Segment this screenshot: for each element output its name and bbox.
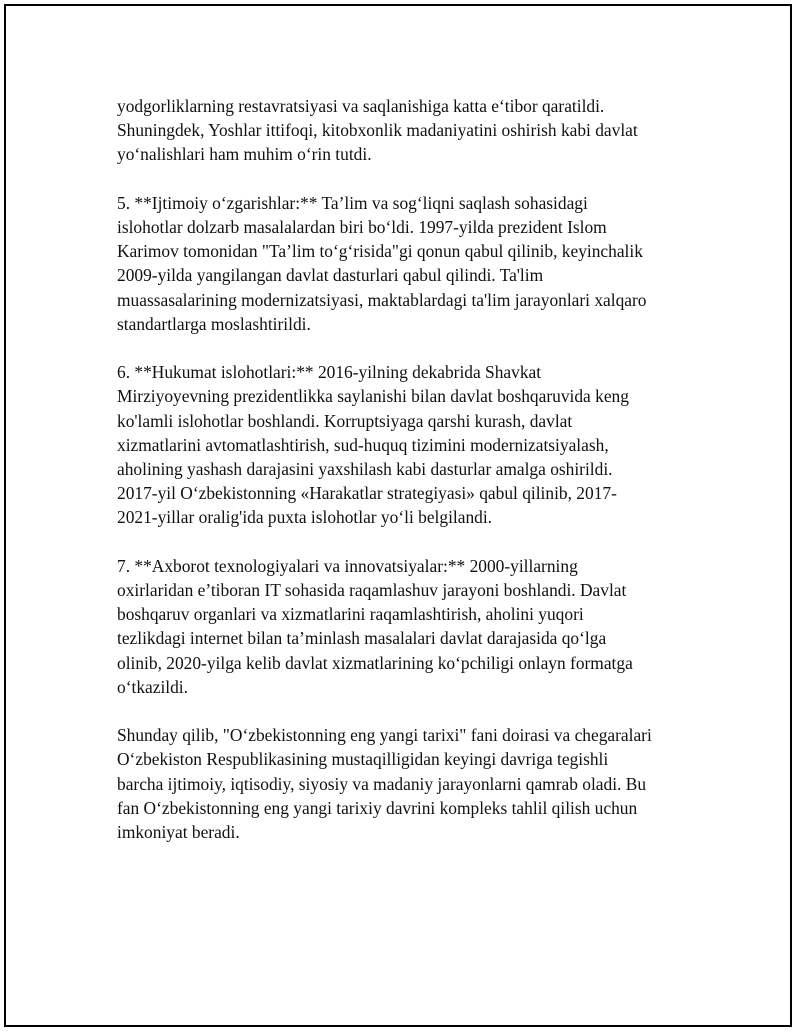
document-body [117, 94, 697, 868]
paragraph-social-changes: 5. **Ijtimoiy o‘zgarishlar:** Ta’lim va sog‘liqni saqlash sohasidagi islohotlar dolzarb masalalardan biri bo‘ldi. 1997-yilda prezident Islom Karimov tomonidan "Ta’lim to‘g‘risida"gi qonun qabul qilinib, keyinchalik 2009-yilda yangilangan davlat dasturlari qabul qilindi. Ta'lim muassasalarining modernizatsiyasi, maktablardagi ta'lim jarayonlari xalqaro standartlarga moslashtirildi. [117, 192, 647, 334]
paragraph-intro-continuation: yodgorliklarning restavratsiyasi va saqlanishiga katta e‘tibor qaratildi. Shuningdek, Yoshlar ittifoqi, kitobxonlik madaniyatini oshirish kabi davlat yo‘nalishlari ham muhim o‘rin tutdi. [117, 96, 638, 165]
paragraph-conclusion: Shunday qilib, "O‘zbekistonning eng yangi tarixi" fani doirasi va chegaralari O‘zbekiston Respublikasining mustaqilligidan keyingi davriga tegishli barcha ijtimoiy, iqtisodiy, siyosiy va madaniy jarayonlarni qamrab oladi. Bu fan O‘zbekistonning eng yangi tarixiy davrini kompleks tahlil qilish uchun imkoniyat beradi. [117, 725, 652, 843]
paragraph-government-reforms: 6. **Hukumat islohotlari:** 2016-yilning dekabrida Shavkat Mirziyoyevning prezidentlikka saylanishi bilan davlat boshqaruvida keng ko'lamli islohotlar boshlandi. Korruptsiyaga qarshi kurash, davlat xizmatlarini avtomatlashtirish, sud-huquq tizimini modernizatsiyalash, aholining yashash darajasini yaxshilash kabi dasturlar amalga oshirildi. 2017-yil O‘zbekistonning «Harakatlar strategiyasi» qabul qilinib, 2017- 2021-yillar oralig'ida puxta islohotlar yo‘li belgilandi. [117, 362, 629, 528]
paragraph-information-technology: 7. **Axborot texnologiyalari va innovatsiyalar:** 2000-yillarning oxirlaridan e’tiboran IT sohasida raqamlashuv jarayoni boshlandi. Davlat boshqaruv organlari va xizmatlarini raqamlashtirish, aholini yuqori tezlikdagi internet bilan ta’minlash masalalari davlat darajasida qo‘lga olinib, 2020-yilga kelib davlat xizmatlarining ko‘pchiligi onlayn formatga o‘tkazildi. [117, 555, 633, 697]
